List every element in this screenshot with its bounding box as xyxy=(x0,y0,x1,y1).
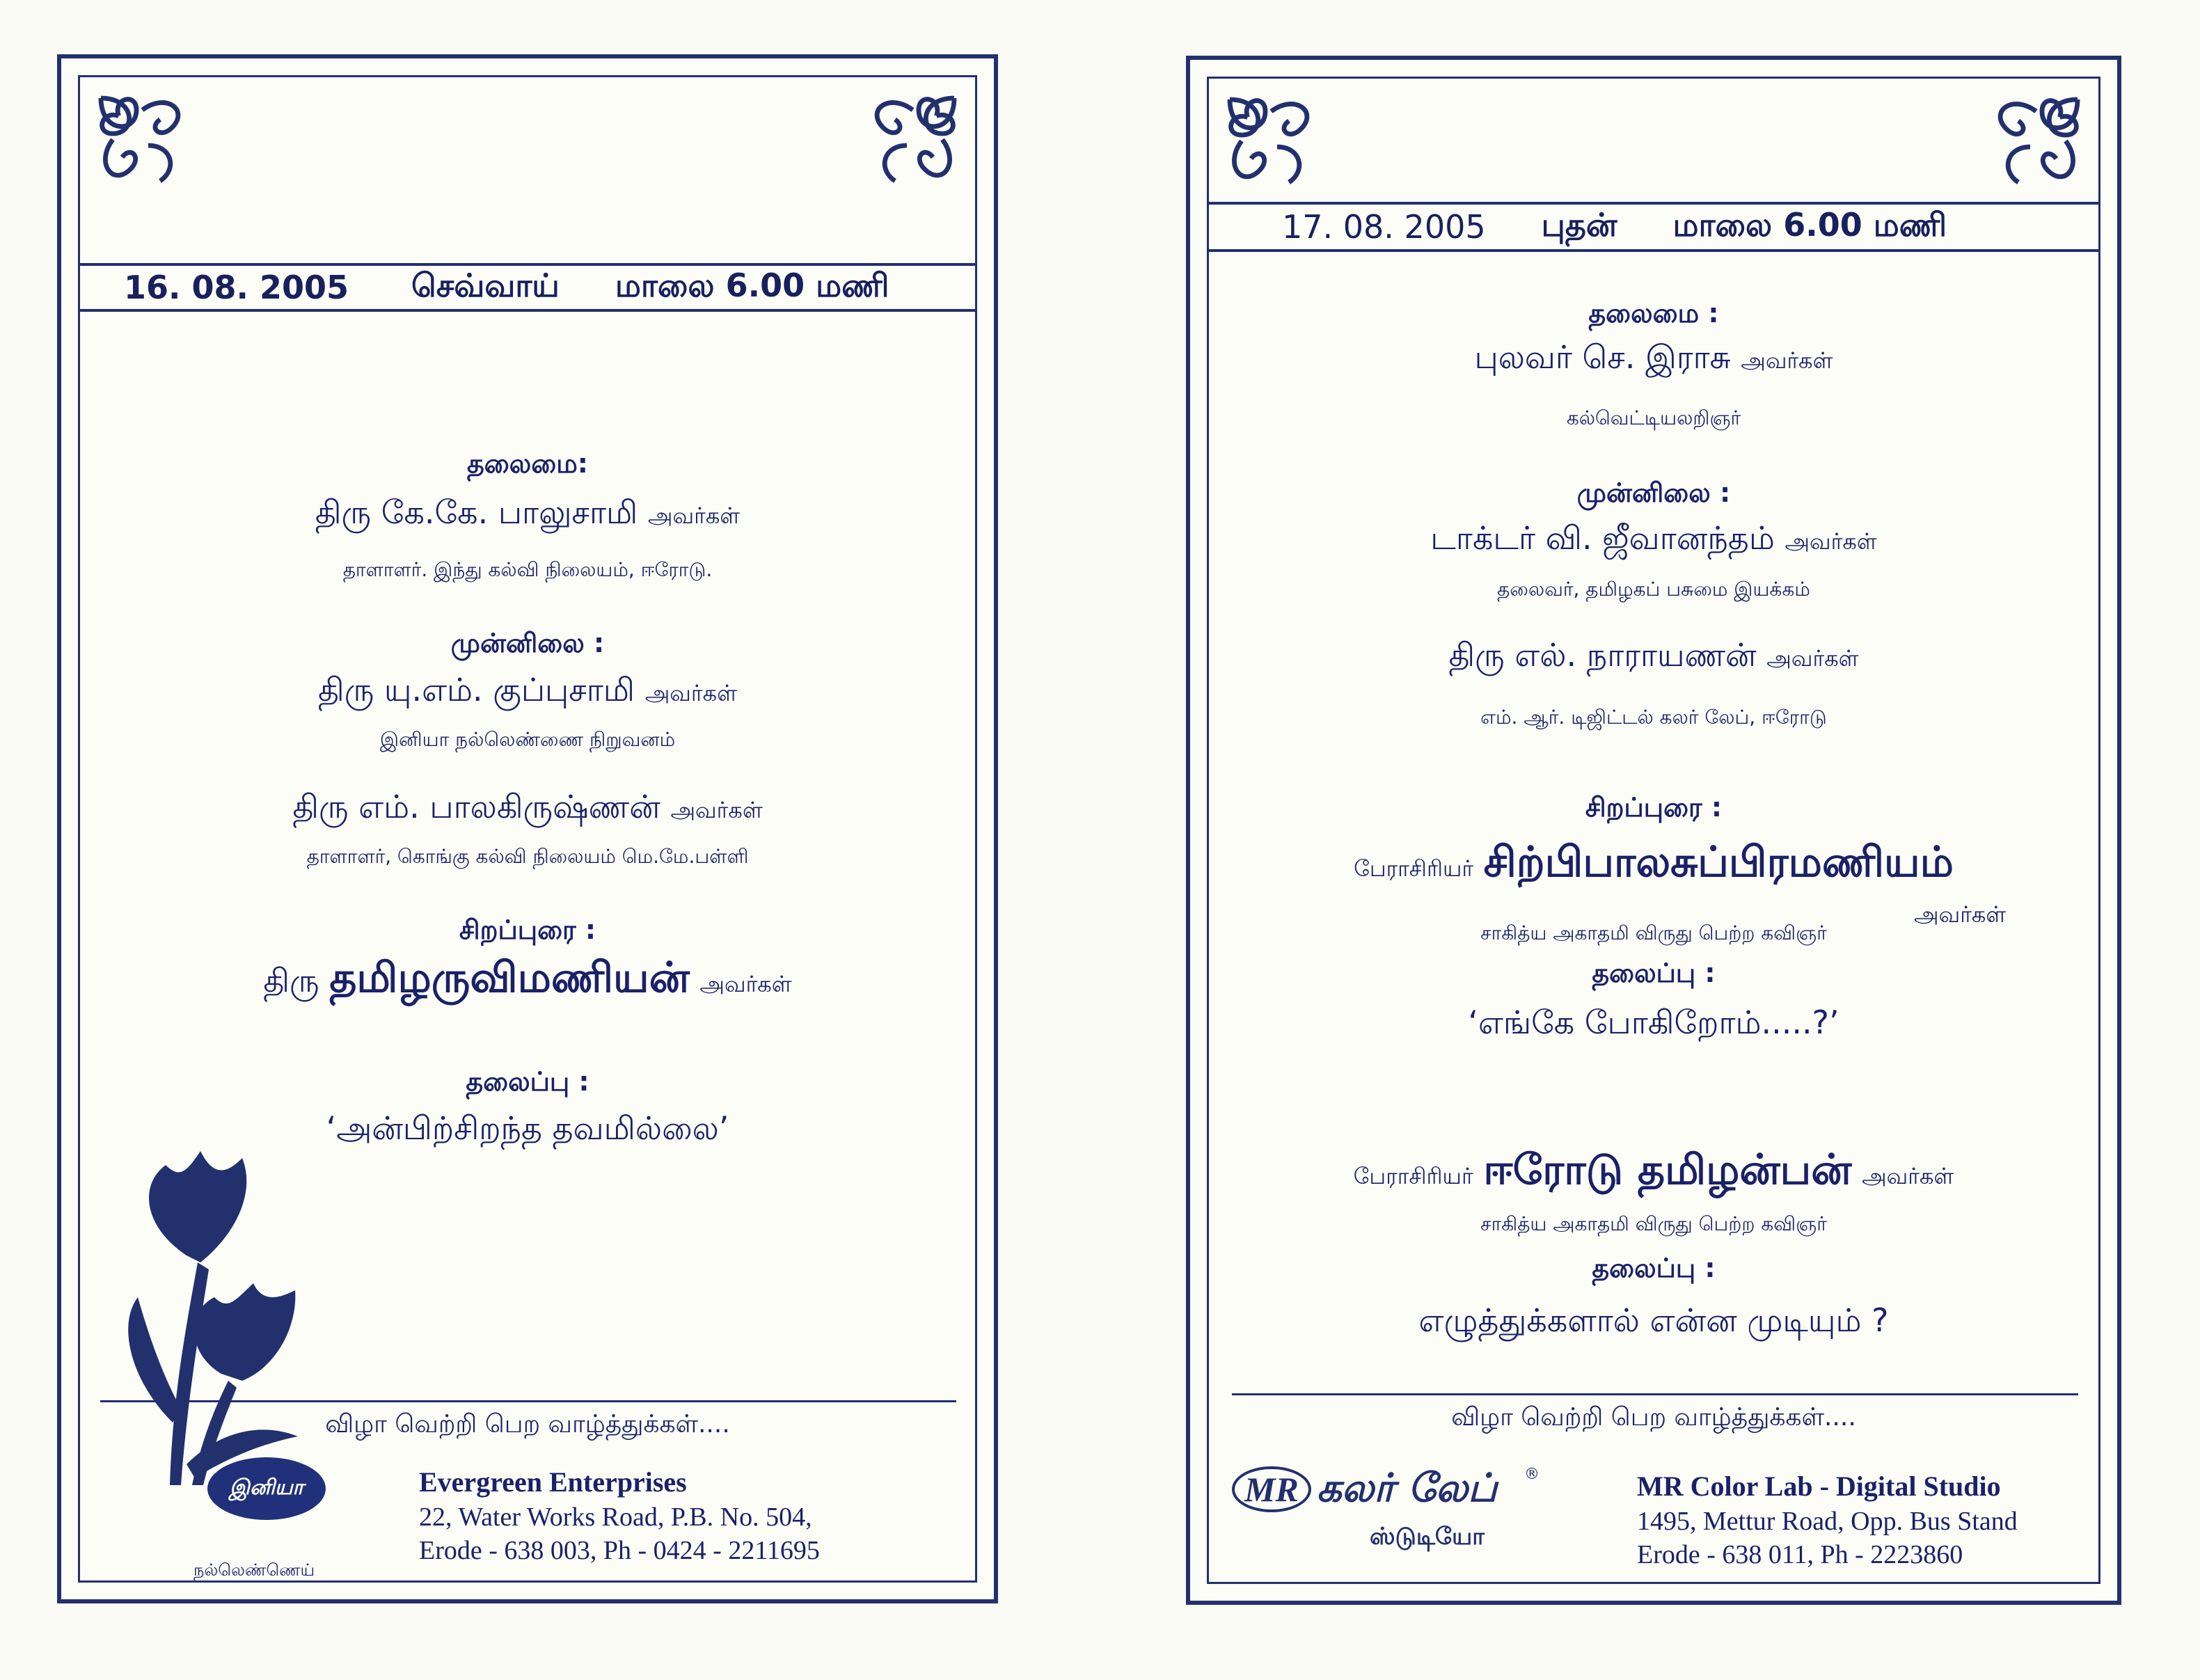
topic-title: ‘அன்பிற்சிறந்த தவமில்லை’ xyxy=(326,1109,729,1147)
president-desc: தாளாளர். இந்து கல்வி நிலையம், ஈரோடு. xyxy=(342,558,713,581)
right-invitation-card xyxy=(1186,56,2121,1605)
presence-label: முன்னிலை : xyxy=(1576,477,1731,508)
logo-caption: ஸ்டுடியோ xyxy=(1370,1523,1485,1551)
wishes-text: விழா வெற்றி பெற வாழ்த்துக்கள்.... xyxy=(1451,1403,1856,1432)
date-band xyxy=(1207,202,2100,252)
event-day: செவ்வாய் xyxy=(411,266,560,304)
wishes-text: விழா வெற்றி பெற வாழ்த்துக்கள்.... xyxy=(325,1410,730,1439)
speaker-2-desc: சாகித்ய அகாதமி விருது பெற்ற கவிஞர் xyxy=(1480,1212,1827,1235)
presence-1-desc: தலைவர், தமிழகப் பசுமை இயக்கம் xyxy=(1497,578,1810,601)
presence-2-desc: எம். ஆர். டிஜிட்டல் கலர் லேப், ஈரோடு xyxy=(1480,706,1827,729)
president-desc: கல்வெட்டியலறிஞர் xyxy=(1566,406,1741,429)
event-time: மாலை 6.00 மணி xyxy=(1672,205,1947,244)
topic-label: தலைப்பு : xyxy=(466,1066,589,1097)
corner-ornament-icon xyxy=(89,86,207,205)
footer-divider xyxy=(1232,1393,2078,1395)
sponsor-address: 22, Water Works Road, P.B. No. 504, xyxy=(419,1503,812,1532)
presence-1-line: திரு யு.எம். குப்புசாமி அவர்கள் xyxy=(318,671,737,708)
president-line: திரு கே.கே. பாலுசாமி அவர்கள் xyxy=(315,493,741,531)
presence-2-desc: தாளாளர், கொங்கு கல்வி நிலையம் மெ.மே.பள்ளி xyxy=(306,845,749,868)
topic-2-title: எழுத்துக்களால் என்ன முடியும் ? xyxy=(1418,1301,1889,1339)
footer-divider xyxy=(100,1400,956,1402)
speaker-1-line: பேராசிரியர் சிற்பிபாலசுப்பிரமணியம் xyxy=(1354,838,1954,887)
mr-color-lab-logo: MR கலர் லேப் xyxy=(1232,1466,1497,1516)
presence-1-line: டாக்டர் வி. ஜீவானந்தம் அவர்கள் xyxy=(1430,519,1877,557)
sponsor-name: Evergreen Enterprises xyxy=(419,1466,687,1498)
speaker-1-desc: சாகித்ய அகாதமி விருது பெற்ற கவிஞர் xyxy=(1480,921,1827,944)
speaker-2-line: பேராசிரியர் ஈரோடு தமிழன்பன் அவர்கள் xyxy=(1353,1146,1954,1194)
sponsor-address: 1495, Mettur Road, Opp. Bus Stand xyxy=(1637,1507,2018,1536)
presence-1-desc: இனியா நல்லெண்ணை நிறுவனம் xyxy=(379,728,676,751)
speaker-line: திரு தமிழருவிமணியன் அவர்கள் xyxy=(263,953,792,1002)
presidency-label: தலைமை: xyxy=(467,448,588,479)
sponsor-contact: Erode - 638 011, Ph - 2223860 xyxy=(1637,1540,1963,1569)
iniya-logo: இனியா xyxy=(207,1457,326,1520)
event-day: புதன் xyxy=(1541,205,1617,244)
corner-ornament-icon xyxy=(1218,88,1336,206)
date-band xyxy=(78,263,977,312)
left-invitation-card xyxy=(57,54,998,1603)
presidency-label: தலைமை : xyxy=(1588,298,1719,328)
corner-ornament-icon xyxy=(1971,88,2089,206)
topic-1-label: தலைப்பு : xyxy=(1592,958,1716,988)
topic-2-label: தலைப்பு : xyxy=(1592,1253,1716,1283)
sponsor-contact: Erode - 638 003, Ph - 0424 - 2211695 xyxy=(419,1536,820,1565)
sponsor-name: MR Color Lab - Digital Studio xyxy=(1637,1471,2001,1502)
presence-label: முன்னிலை : xyxy=(450,628,605,658)
logo-caption: நல்லெண்ணெய் xyxy=(193,1560,315,1580)
corner-ornament-icon xyxy=(848,86,966,205)
event-date: 16. 08. 2005 xyxy=(124,269,349,306)
special-speech-label: சிறப்புரை : xyxy=(459,914,596,945)
president-line: புலவர் செ. இராசு அவர்கள் xyxy=(1474,338,1833,376)
registered-mark: ® xyxy=(1524,1466,1540,1483)
event-time: மாலை 6.00 மணி xyxy=(615,266,889,304)
presence-2-line: திரு எம். பாலகிருஷ்ணன் அவர்கள் xyxy=(292,788,763,825)
presence-2-line: திரு எல். நாராயணன் அவர்கள் xyxy=(1448,636,1859,674)
speaker-1-suffix: அவர்கள் xyxy=(1914,901,2007,928)
event-date: 17. 08. 2005 xyxy=(1282,208,1486,246)
topic-1-title: ‘எங்கே போகிறோம்.....?’ xyxy=(1468,1004,1839,1041)
special-speech-label: சிறப்புரை : xyxy=(1585,792,1723,823)
